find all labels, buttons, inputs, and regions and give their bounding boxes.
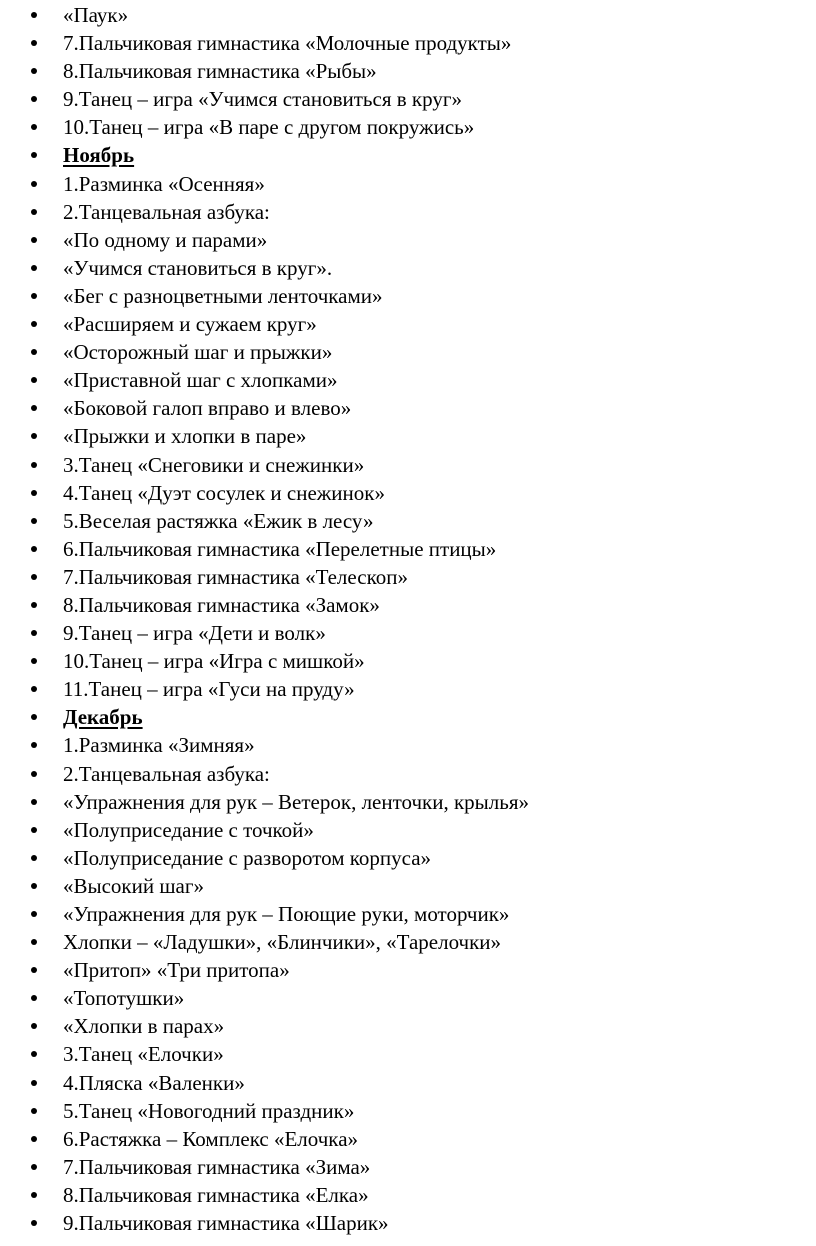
- list-item: [0, 338, 816, 366]
- list-item: [0, 507, 816, 535]
- list-item: [0, 254, 816, 282]
- list-item-text: «Расширяем и сужаем круг»: [63, 312, 317, 337]
- bullet-icon: [31, 799, 37, 805]
- bullet-icon: [31, 1220, 37, 1226]
- list-item: [0, 1153, 816, 1181]
- list-item: [0, 1040, 816, 1068]
- list-item: [0, 85, 816, 113]
- list-item-text: «Упражнения для рук – Ветерок, ленточки, крылья»: [63, 789, 529, 814]
- list-item: [0, 451, 816, 479]
- bullet-icon: [31, 490, 37, 496]
- bullet-icon: [31, 237, 37, 243]
- list-item: [0, 57, 816, 85]
- list-item-text: «Топотушки»: [63, 986, 185, 1011]
- bullet-icon: [31, 827, 37, 833]
- bullet-icon: [31, 1051, 37, 1057]
- list-item: [0, 113, 816, 141]
- list-item-text: 9.Танец – игра «Учимся становиться в круг»: [63, 87, 462, 112]
- list-item-text: 6.Растяжка – Комплекс «Елочка»: [63, 1126, 359, 1151]
- list-item-text: 8.Пальчиковая гимнастика «Елка»: [63, 1182, 369, 1207]
- bullet-icon: [31, 12, 37, 18]
- bullet-icon: [31, 321, 37, 327]
- list-item: [0, 844, 816, 872]
- list-item: [0, 394, 816, 422]
- bullet-list: [0, 1, 816, 1237]
- bullet-icon: [31, 1164, 37, 1170]
- bullet-icon: [31, 1108, 37, 1114]
- list-item: [0, 1125, 816, 1153]
- list-item-text: 8.Пальчиковая гимнастика «Рыбы»: [63, 59, 377, 84]
- list-item: [0, 1012, 816, 1040]
- list-item-text: 4.Пляска «Валенки»: [63, 1070, 245, 1095]
- list-item-text: 8.Пальчиковая гимнастика «Замок»: [63, 592, 380, 617]
- bullet-icon: [31, 1192, 37, 1198]
- bullet-icon: [31, 883, 37, 889]
- bullet-icon: [31, 265, 37, 271]
- list-item: [0, 479, 816, 507]
- bullet-icon: [31, 152, 37, 158]
- list-item-text: «Упражнения для рук – Поющие руки, моторчик»: [63, 902, 510, 926]
- list-item: [0, 647, 816, 675]
- list-item-text: 11.Танец – игра «Гуси на пруду»: [63, 677, 355, 702]
- list-item-text: 5.Танец «Новогодний праздник»: [63, 1098, 355, 1123]
- list-item-text: 9.Танец – игра «Дети и волк»: [63, 621, 326, 646]
- section-heading-text: Декабрь: [63, 705, 143, 730]
- bullet-icon: [31, 1080, 37, 1086]
- list-item: [0, 956, 816, 984]
- list-item: [0, 535, 816, 563]
- list-item: [0, 760, 816, 788]
- list-item-text: «Полуприседание с точкой»: [63, 817, 314, 842]
- list-item: [0, 226, 816, 254]
- list-item-text: «Учимся становиться в круг».: [63, 255, 333, 280]
- list-item: [0, 310, 816, 338]
- bullet-icon: [31, 911, 37, 917]
- list-item-text: «Полуприседание с разворотом корпуса»: [63, 845, 432, 870]
- list-item-text: «Приставной шаг с хлопками»: [63, 368, 338, 393]
- list-item-text: «Прыжки и хлопки в паре»: [63, 424, 307, 449]
- list-item: [0, 1209, 816, 1237]
- bullet-icon: [31, 68, 37, 74]
- list-item: [0, 816, 816, 844]
- list-item: [0, 872, 816, 900]
- list-item-text: 1.Разминка «Зимняя»: [63, 733, 255, 758]
- list-item: [0, 900, 816, 928]
- bullet-icon: [31, 995, 37, 1001]
- bullet-icon: [31, 433, 37, 439]
- list-item-text: 3.Танец «Елочки»: [63, 1042, 224, 1067]
- section-heading: [0, 141, 816, 169]
- list-item: [0, 619, 816, 647]
- bullet-icon: [31, 209, 37, 215]
- list-item-text: «Паук»: [63, 3, 129, 27]
- list-item: [0, 563, 816, 591]
- list-item: [0, 788, 816, 816]
- list-item: [0, 366, 816, 394]
- bullet-icon: [31, 293, 37, 299]
- section-heading-text: Ноябрь: [63, 143, 135, 168]
- list-item-text: Хлопки – «Ладушки», «Блинчики», «Тарелочки»: [63, 930, 502, 955]
- list-item-text: 3.Танец «Снеговики и снежинки»: [63, 452, 365, 477]
- bullet-icon: [31, 124, 37, 130]
- bullet-icon: [31, 96, 37, 102]
- list-item-text: 7.Пальчиковая гимнастика «Молочные продукты»: [63, 31, 512, 56]
- document-page: [0, 1, 816, 1237]
- bullet-icon: [31, 181, 37, 187]
- bullet-icon: [31, 462, 37, 468]
- list-item-text: 10.Танец – игра «В паре с другом покружись»: [63, 115, 475, 140]
- bullet-icon: [31, 574, 37, 580]
- list-item-text: 7.Пальчиковая гимнастика «Зима»: [63, 1154, 371, 1179]
- bullet-icon: [31, 742, 37, 748]
- bullet-icon: [31, 658, 37, 664]
- list-item-text: «Притоп» «Три притопа»: [63, 958, 290, 983]
- list-item-text: «Бег с разноцветными ленточками»: [63, 283, 383, 308]
- list-item: [0, 422, 816, 450]
- list-item: [0, 170, 816, 198]
- list-item-text: 9.Пальчиковая гимнастика «Шарик»: [63, 1211, 389, 1236]
- bullet-icon: [31, 602, 37, 608]
- list-item: [0, 282, 816, 310]
- list-item-text: «Высокий шаг»: [63, 873, 204, 898]
- list-item: [0, 928, 816, 956]
- bullet-icon: [31, 771, 37, 777]
- bullet-icon: [31, 714, 37, 720]
- list-item-text: 2.Танцевальная азбука:: [63, 761, 270, 786]
- list-item-text: «Боковой галоп вправо и влево»: [63, 396, 352, 421]
- list-item: [0, 731, 816, 759]
- list-item-text: 1.Разминка «Осенняя»: [63, 171, 265, 196]
- list-item: [0, 591, 816, 619]
- list-item-text: 4.Танец «Дуэт сосулек и снежинок»: [63, 480, 385, 505]
- bullet-icon: [31, 1136, 37, 1142]
- bullet-icon: [31, 939, 37, 945]
- bullet-icon: [31, 1023, 37, 1029]
- list-item-text: «Осторожный шаг и прыжки»: [63, 340, 333, 365]
- list-item-text: 10.Танец – игра «Игра с мишкой»: [63, 649, 365, 674]
- list-item: [0, 1097, 816, 1125]
- section-heading: [0, 703, 816, 731]
- bullet-icon: [31, 349, 37, 355]
- bullet-icon: [31, 630, 37, 636]
- bullet-icon: [31, 686, 37, 692]
- list-item-text: 5.Веселая растяжка «Ежик в лесу»: [63, 508, 374, 533]
- bullet-icon: [31, 855, 37, 861]
- bullet-icon: [31, 377, 37, 383]
- bullet-icon: [31, 40, 37, 46]
- list-item-text: «Хлопки в парах»: [63, 1014, 225, 1039]
- list-item-text: «По одному и парами»: [63, 227, 268, 252]
- bullet-icon: [31, 546, 37, 552]
- list-item: [0, 29, 816, 57]
- list-item: [0, 1069, 816, 1097]
- bullet-icon: [31, 518, 37, 524]
- list-item: [0, 984, 816, 1012]
- list-item-text: 6.Пальчиковая гимнастика «Перелетные птицы»: [63, 536, 497, 561]
- list-item-text: 2.Танцевальная азбука:: [63, 199, 270, 224]
- list-item: [0, 198, 816, 226]
- bullet-icon: [31, 405, 37, 411]
- list-item: [0, 1181, 816, 1209]
- list-item-text: 7.Пальчиковая гимнастика «Телескоп»: [63, 564, 408, 589]
- bullet-icon: [31, 967, 37, 973]
- list-item: [0, 675, 816, 703]
- list-item: [0, 1, 816, 29]
